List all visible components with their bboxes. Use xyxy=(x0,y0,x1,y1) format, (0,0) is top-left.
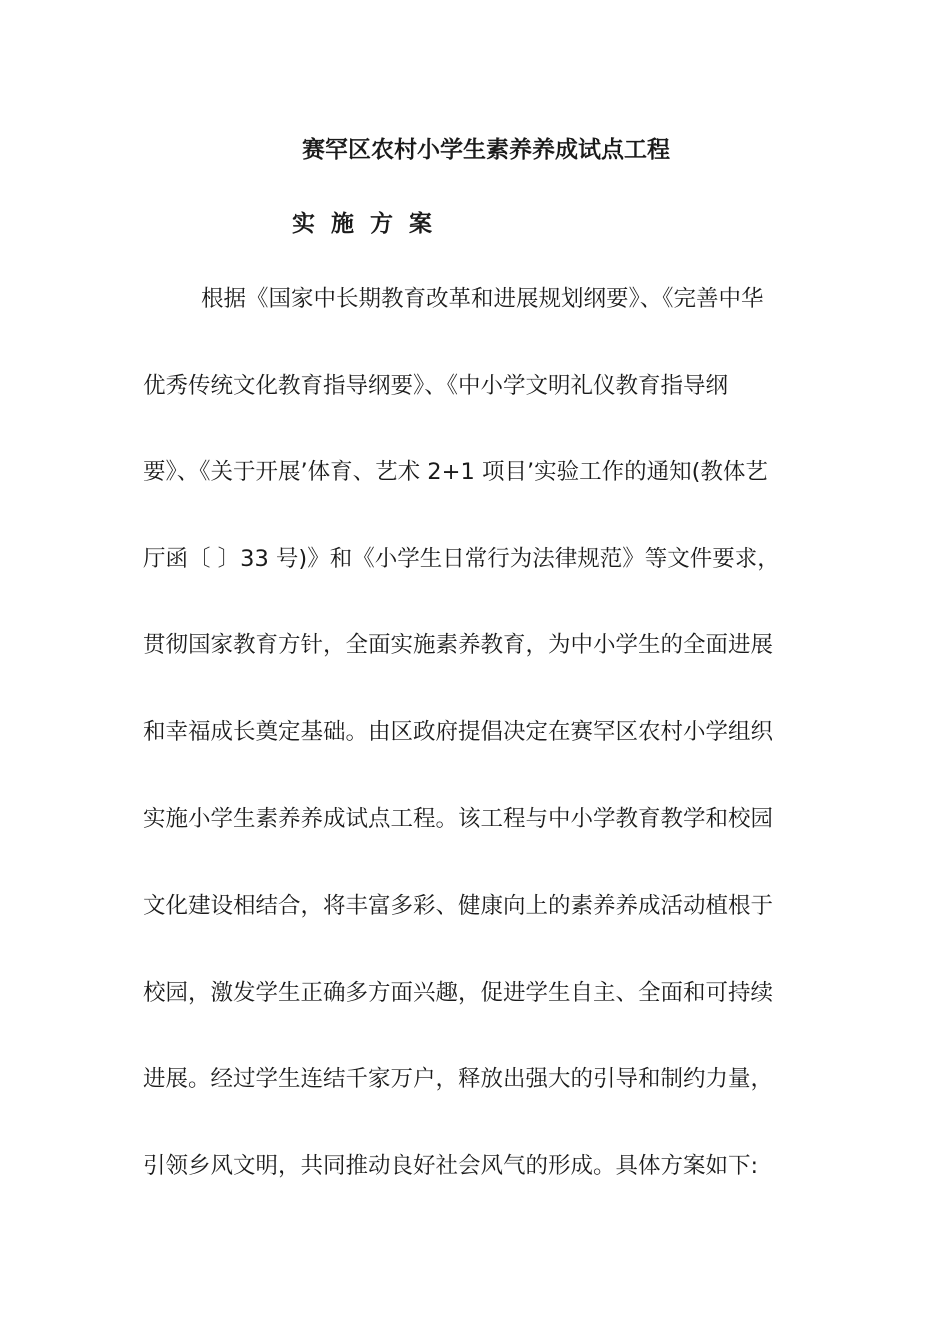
document-subtitle: 实 施 方 案 xyxy=(292,211,437,237)
paragraph-line: 和幸福成长奠定基础。由区政府提倡决定在赛罕区农村小学组织 xyxy=(143,719,774,745)
paragraph-line: 优秀传统文化教育指导纲要》、《中小学文明礼仪教育指导纲 xyxy=(143,373,729,399)
paragraph-line: 贯彻国家教育方针，全面实施素养教育，为中小学生的全面进展 xyxy=(143,632,774,658)
paragraph-line: 根据《国家中长期教育改革和进展规划纲要》、《完善中华 xyxy=(201,286,764,312)
paragraph-line: 要》、《关于开展’体育、艺术 2+1 项目’实验工作的通知(教体艺 xyxy=(143,459,768,485)
paragraph-line: 实施小学生素养养成试点工程。该工程与中小学教育教学和校园 xyxy=(143,806,774,832)
paragraph-line: 文化建设相结合，将丰富多彩、健康向上的素养养成活动植根于 xyxy=(143,893,774,919)
paragraph-line: 引领乡风文明，共同推动良好社会风气的形成。具体方案如下: xyxy=(143,1153,759,1179)
document-title: 赛罕区农村小学生素养养成试点工程 xyxy=(302,137,670,163)
paragraph-line: 进展。经过学生连结千家万户，释放出强大的引导和制约力量， xyxy=(143,1066,774,1092)
paragraph-line: 校园，激发学生正确多方面兴趣，促进学生自主、全面和可持续 xyxy=(143,980,774,1006)
paragraph-line: 厅函〔 〕33 号)》和《小学生日常行为法律规范》等文件要求， xyxy=(143,546,780,572)
